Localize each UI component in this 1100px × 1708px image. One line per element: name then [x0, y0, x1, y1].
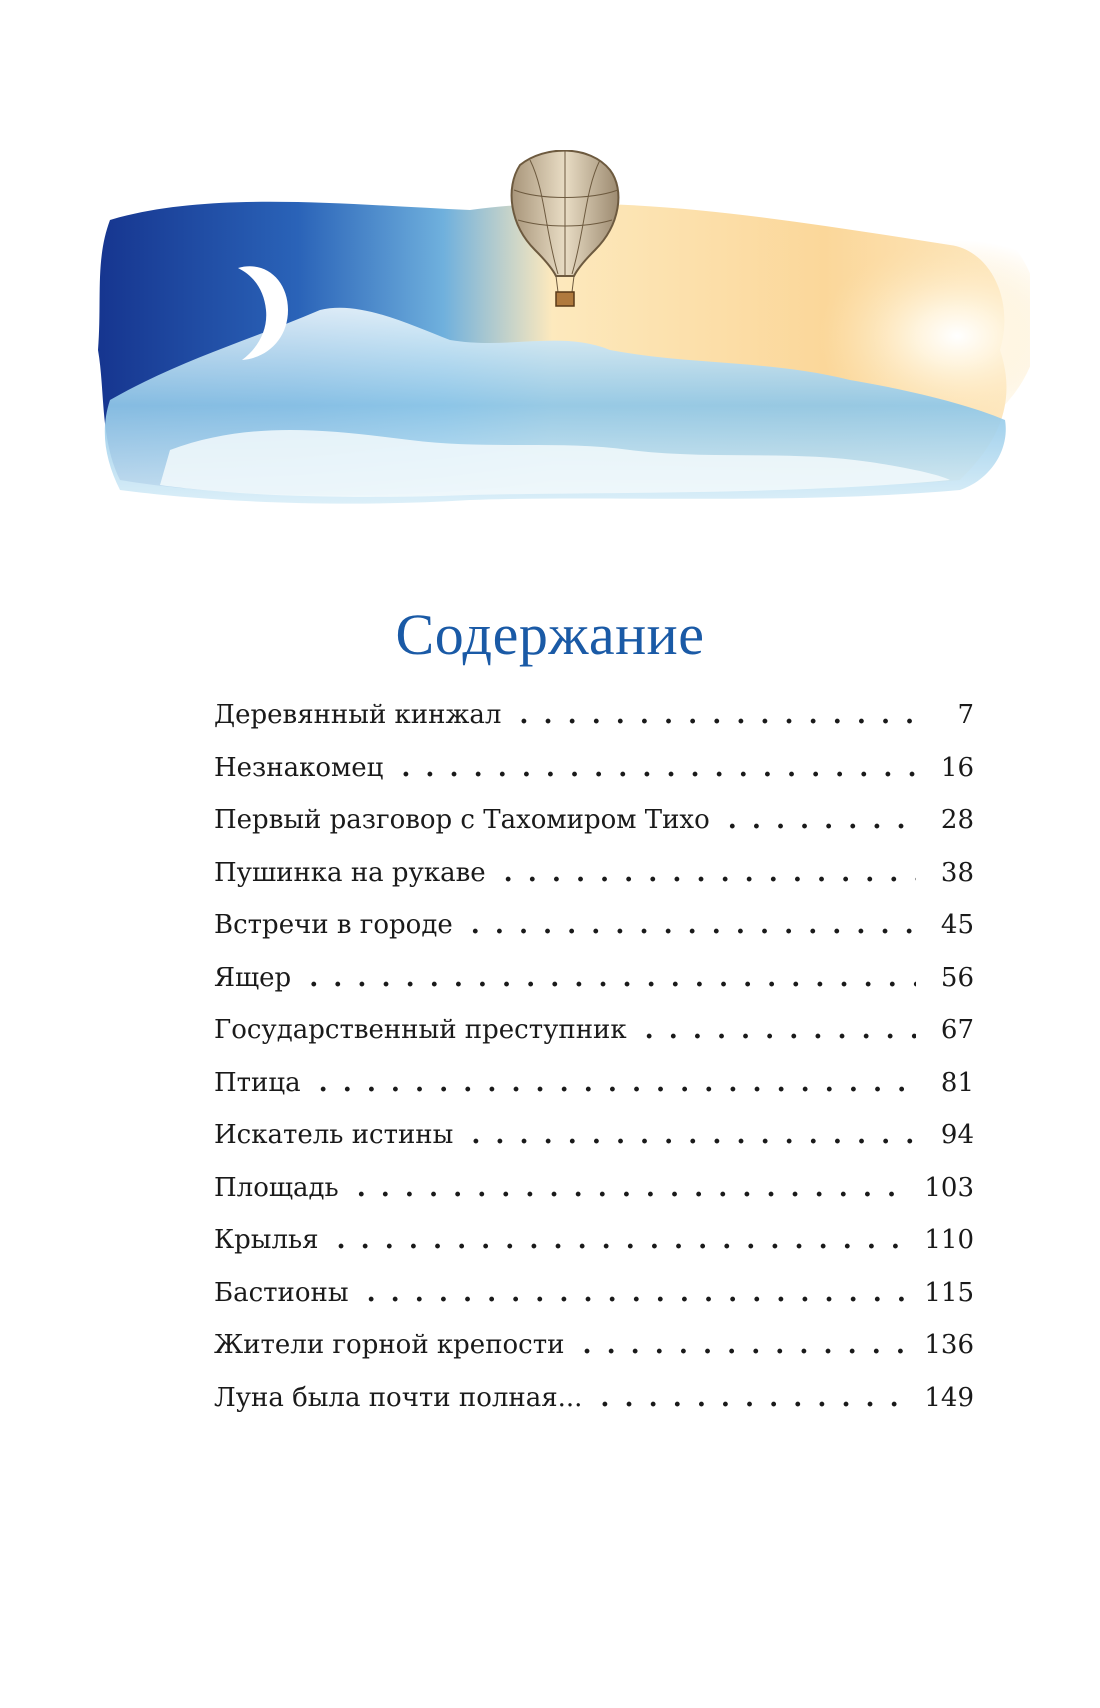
toc-entry [214, 1278, 974, 1331]
toc-entry-title: Ящер [214, 962, 292, 993]
dot-leader [337, 1225, 911, 1255]
toc-entry [214, 858, 974, 911]
toc-entry-page-number: 115 [924, 1277, 974, 1308]
toc-entry-page-number: 56 [940, 962, 974, 993]
dot-leader [471, 1120, 916, 1150]
toc-entry-page-number: 103 [924, 1172, 974, 1203]
toc-entry-page-number: 16 [940, 752, 974, 783]
toc-entry [214, 805, 974, 858]
toc-entry-page-number: 45 [940, 910, 974, 940]
toc-entry [214, 1015, 974, 1068]
toc-entry-title: Луна была почти полная... [214, 1382, 583, 1413]
toc-entry-title: Жители горной крепости [214, 1330, 565, 1360]
toc-entry-title: Бастионы [214, 1277, 349, 1308]
dot-leader [504, 858, 916, 888]
toc-entry-title: Крылья [214, 1225, 319, 1255]
toc-entry-page-number: 38 [940, 857, 974, 888]
dot-leader [471, 910, 916, 940]
toc-entry-title: Пушинка на рукаве [214, 857, 486, 888]
toc-entry-title: Первый разговор с Тахомиром Тихо [214, 805, 710, 835]
toc-entry-title: Незнакомец [214, 752, 384, 783]
table-of-contents [214, 700, 974, 1435]
dot-leader [600, 1383, 910, 1413]
dot-leader [401, 753, 916, 783]
toc-entry-page-number: 110 [924, 1225, 974, 1255]
sky-illustration [90, 150, 1030, 550]
toc-entry-page-number: 28 [940, 805, 974, 835]
toc-entry [214, 1120, 974, 1173]
toc-entry [214, 1068, 974, 1121]
toc-entry-page-number: 81 [940, 1067, 974, 1098]
page-title: Содержание [395, 602, 705, 667]
toc-entry [214, 963, 974, 1016]
toc-entry [214, 1330, 974, 1383]
dot-leader [519, 700, 916, 730]
toc-entry-page-number: 149 [924, 1382, 974, 1413]
toc-entry-page-number: 136 [924, 1330, 974, 1360]
dot-leader [582, 1330, 910, 1360]
toc-entry [214, 753, 974, 806]
dot-leader [319, 1068, 916, 1098]
dot-leader [645, 1015, 916, 1045]
toc-entry-title: Деревянный кинжал [214, 700, 502, 730]
toc-entry [214, 1225, 974, 1278]
toc-entry-title: Площадь [214, 1172, 339, 1203]
dot-leader [309, 963, 916, 993]
toc-entry [214, 910, 974, 963]
dot-leader [357, 1173, 911, 1203]
toc-entry [214, 700, 974, 753]
toc-entry-page-number: 94 [940, 1120, 974, 1150]
toc-entry-page-number: 7 [957, 700, 974, 730]
toc-entry [214, 1383, 974, 1436]
toc-entry-title: Искатель истины [214, 1120, 454, 1150]
toc-entry-title: Государственный преступник [214, 1015, 627, 1045]
dot-leader [728, 805, 916, 835]
toc-entry-page-number: 67 [940, 1015, 974, 1045]
toc-entry [214, 1173, 974, 1226]
toc-entry-title: Встречи в городе [214, 910, 453, 940]
dot-leader [367, 1278, 911, 1308]
toc-entry-title: Птица [214, 1067, 301, 1098]
